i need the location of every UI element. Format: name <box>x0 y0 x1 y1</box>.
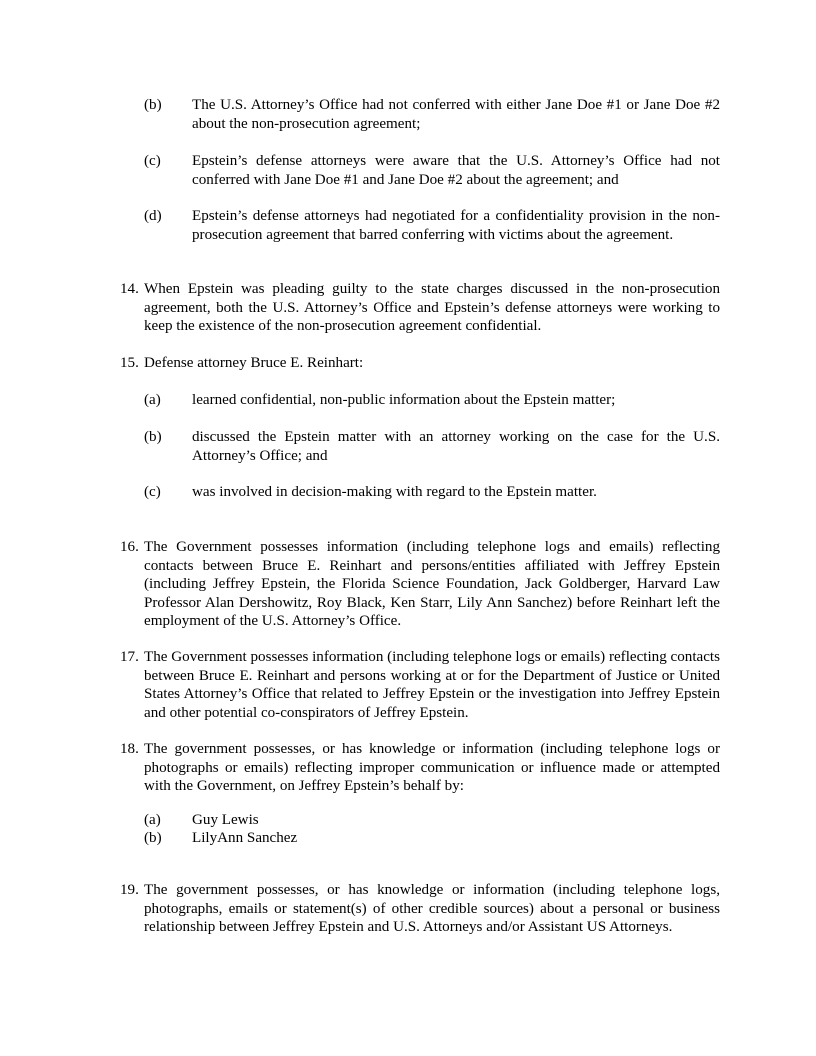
paragraph-text: The Government possesses information (including telephone logs and emails) reflecting contacts between Bruce E. Reinhart and persons/entities affiliated with Jeffrey Epstein (including Jeffrey Epstein, the Florida Science Foundation, Jack Goldberger, Harvard Law Professor Alan Dershowitz, Roy Black, Ken Starr, Lily Ann Sanchez) before Reinhart left the employment of the U.S. Attorney’s Office. <box>144 539 720 630</box>
list-item-label: (a) <box>144 812 161 828</box>
paragraph-number: 18. <box>120 741 139 757</box>
paragraph-text: The government possesses, or has knowledge or information (including telephone logs, photographs, emails or statement(s) of other credible sources) about a personal or business relationship between Jeffrey Epstein and U.S. Attorneys and/or Assistant US Attorneys. <box>144 882 720 936</box>
paragraph-number: 19. <box>120 882 139 898</box>
paragraph-number: 14. <box>120 281 139 297</box>
list-item-lilyann-sanchez <box>144 829 720 848</box>
subparagraph-label: (c) <box>144 153 161 169</box>
subparagraph-label: (b) <box>144 429 162 445</box>
paragraph-number: 16. <box>120 539 139 555</box>
subparagraph-text: was involved in decision-making with regard to the Epstein matter. <box>192 484 597 500</box>
list-item-label: (b) <box>144 830 162 846</box>
subparagraph-text: The U.S. Attorney’s Office had not conferred with either Jane Doe #1 or Jane Doe #2 about the non-prosecution agreement; <box>192 97 720 132</box>
paragraph-number: 15. <box>120 355 139 371</box>
subparagraph-label: (a) <box>144 392 161 408</box>
subparagraph-label: (b) <box>144 97 162 113</box>
subparagraph-text: Epstein’s defense attorneys were aware that the U.S. Attorney’s Office had not conferred with Jane Doe #1 and Jane Doe #2 about the agreement; and <box>192 153 720 188</box>
subparagraph-label: (d) <box>144 208 162 224</box>
subparagraph-label: (c) <box>144 484 161 500</box>
paragraph-text: The Government possesses information (including telephone logs or emails) reflecting contacts between Bruce E. Reinhart and persons working at or for the Department of Justice or United States Attorney’s Office that related to Jeffrey Epstein or the investigation into Jeffrey Epstein and other potential co-conspirators of Jeffrey Epstein. <box>144 649 720 721</box>
paragraph-text: When Epstein was pleading guilty to the state charges discussed in the non-prosecution agreement, both the U.S. Attorney’s Office and Epstein’s defense attorneys were working to keep the existence of the non-prosecution agreement confidential. <box>144 281 720 335</box>
paragraph-number: 17. <box>120 649 139 665</box>
paragraph-text: The government possesses, or has knowledge or information (including telephone logs or photographs or emails) reflecting improper communication or influence made or attempted with the Government, on Jeffrey Epstein’s behalf by: <box>144 741 720 795</box>
list-item-text: LilyAnn Sanchez <box>192 830 298 846</box>
list-item-text: Guy Lewis <box>192 812 259 828</box>
subparagraph-text: learned confidential, non-public information about the Epstein matter; <box>192 392 616 408</box>
list-item-guy-lewis <box>144 811 720 830</box>
subparagraph-text: Epstein’s defense attorneys had negotiated for a confidentiality provision in the non-prosecution agreement that barred conferring with victims about the agreement. <box>192 208 720 243</box>
paragraph-text: Defense attorney Bruce E. Reinhart: <box>144 355 364 371</box>
subparagraph-text: discussed the Epstein matter with an attorney working on the case for the U.S. Attorney’s Office; and <box>192 429 720 464</box>
